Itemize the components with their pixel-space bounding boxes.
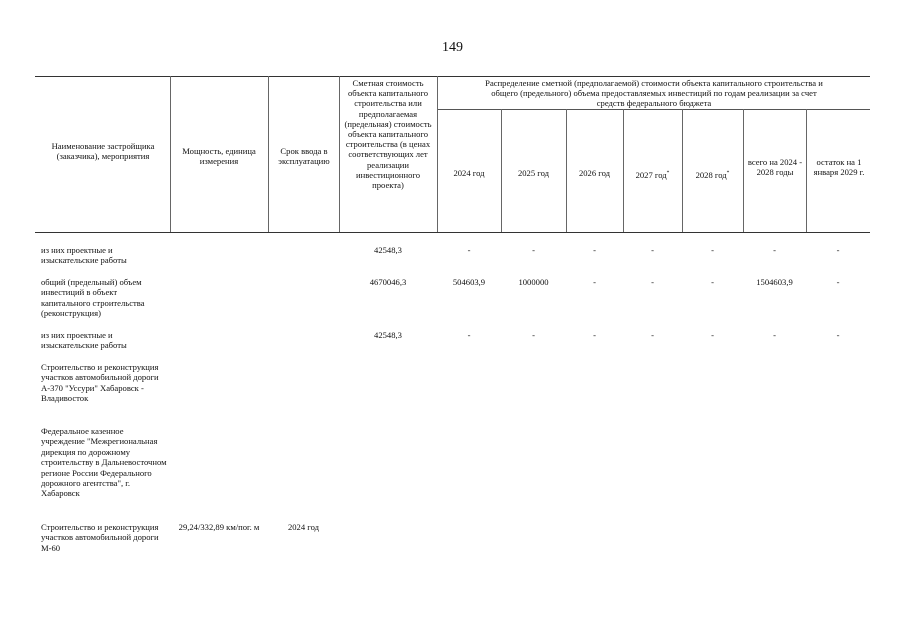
header-capacity: Мощность, единица измерения: [182, 146, 256, 167]
asterisk: *: [666, 170, 670, 176]
row-capacity: 29,24/332,89 км/пог. м: [178, 522, 260, 532]
row-2026: -: [593, 277, 596, 287]
column-divider: [806, 109, 807, 232]
header-cost: Сметная стоимость объекта капитального строительства или предполагаемая (предельная) стоимость объекта капитального строительства (в ценах соответствующих лет реализации инвестиционного проекта): [344, 78, 432, 191]
row-2027: -: [651, 245, 654, 255]
row-cost: 42548,3: [374, 245, 402, 255]
column-divider: [339, 76, 340, 232]
row-cost: 42548,3: [374, 330, 402, 340]
header-distribution: Распределение сметной (предполагаемой) стоимости объекта капитального строительства и общего (предельного) объема предоставляемых инвестиций по годам реализации за счет средств федерального бюджета: [485, 78, 823, 109]
row-2027: -: [651, 330, 654, 340]
header-year-2026: 2026 год: [578, 168, 611, 178]
table-top-border: [35, 76, 870, 77]
row-remainder: -: [836, 245, 840, 255]
row-name: Строительство и реконструкция участков автомобильной дороги М-60: [41, 522, 159, 553]
column-divider: [170, 76, 171, 232]
row-name: из них проектные и изыскательские работы: [41, 330, 127, 351]
row-2025: -: [532, 245, 535, 255]
row-2025: 1000000: [518, 277, 549, 287]
header-remainder: остаток на 1 января 2029 г.: [813, 157, 865, 178]
header-year-2024: 2024 год: [453, 168, 485, 178]
row-name: общий (предельный) объем инвестиций в объект капитального строительства (реконструкция): [41, 277, 145, 319]
row-2025: -: [532, 330, 535, 340]
header-name: Наименование застройщика (заказчика), мероприятия: [51, 141, 155, 162]
row-2024: -: [467, 330, 471, 340]
row-term: 2024 год: [287, 522, 320, 532]
row-remainder: -: [836, 330, 840, 340]
row-remainder: -: [836, 277, 840, 287]
header-year-2027: 2027 год*: [635, 169, 670, 180]
row-2026: -: [593, 245, 596, 255]
row-cost: 4670046,3: [369, 277, 407, 287]
header-year-2025: 2025 год: [517, 168, 550, 178]
row-2028: -: [711, 330, 714, 340]
column-divider: [743, 109, 744, 232]
row-2026: -: [593, 330, 596, 340]
row-2027: -: [651, 277, 654, 287]
page-number: 149: [442, 40, 463, 55]
row-2028: -: [711, 245, 714, 255]
row-2024: -: [467, 245, 471, 255]
row-name: Федеральное казенное учреждение "Межрегиональная дирекция по дорожному строительству в Дальневосточном регионе России Федерального дорожного агентства", г. Хабаровск: [41, 426, 167, 499]
header-bottom-border: [35, 232, 870, 233]
row-total: -: [773, 330, 776, 340]
row-2028: -: [711, 277, 714, 287]
asterisk: *: [726, 170, 730, 176]
header-term: Срок ввода в эксплуатацию: [278, 146, 330, 167]
row-name: из них проектные и изыскательские работы: [41, 245, 127, 266]
header-total: всего на 2024 - 2028 годы: [747, 157, 803, 178]
header-year-2028: 2028 год*: [695, 169, 730, 180]
column-divider: [268, 76, 269, 232]
row-name: Строительство и реконструкция участков автомобильной дороги А-370 "Уссури" Хабаровск - Владивосток: [41, 362, 159, 404]
column-divider: [437, 76, 438, 232]
row-total: -: [773, 245, 776, 255]
row-total: 1504603,9: [756, 277, 793, 287]
row-2024: 504603,9: [452, 277, 486, 287]
